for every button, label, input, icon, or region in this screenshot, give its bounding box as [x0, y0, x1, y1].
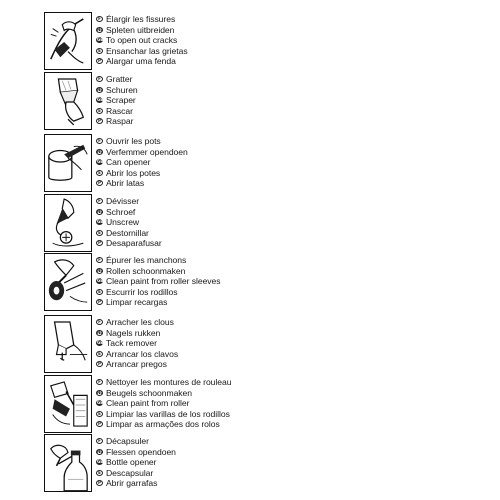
- flag-fr-icon: F: [96, 257, 103, 263]
- label-gb: GB To open out cracks: [97, 35, 178, 46]
- flag-gb-icon: GB: [97, 219, 104, 225]
- flag-es-icon: E: [96, 230, 103, 236]
- flag-es-icon: E: [96, 48, 103, 54]
- label-pt: P Alargar uma fenda: [96, 56, 311, 67]
- tack-remover-icon: [44, 315, 92, 373]
- label-es: E Descapsular: [96, 468, 311, 479]
- flag-nl-icon: NL: [97, 86, 103, 92]
- tool-function-row-can-opener: [44, 134, 304, 196]
- flag-pt-icon: P: [96, 240, 103, 246]
- label-gb: GB Unscrew: [97, 217, 140, 228]
- label-nl: NL Beugels schoonmaken: [97, 387, 192, 398]
- label-nl: NL Rollen schoonmaken: [97, 265, 186, 276]
- label-fr: F Arracher les clous: [96, 317, 311, 328]
- label-nl: NL Schuren: [97, 84, 138, 95]
- flag-gb-icon: GB: [97, 37, 104, 43]
- label-es: E Arrancar los clavos: [96, 349, 311, 360]
- flag-es-icon: E: [96, 470, 103, 476]
- label-es: E Destornillar: [96, 228, 311, 239]
- roller-cleaner-icon: [44, 253, 92, 311]
- tool-function-row-tack-remover: [44, 315, 304, 377]
- tool-function-row-widen-cracks: [44, 12, 304, 74]
- scraper-icon: [44, 72, 92, 130]
- label-fr: F Décapsuler: [96, 436, 311, 447]
- flag-es-icon: E: [96, 289, 103, 295]
- tool-function-row-clean-roller-sleeves: [44, 253, 304, 315]
- flag-gb-icon: GB: [97, 97, 104, 103]
- label-es: E Abrir los potes: [96, 168, 311, 179]
- flag-gb-icon: GB: [97, 340, 104, 346]
- label-nl: NL Spleten uitbreiden: [97, 24, 175, 35]
- label-fr: F Nettoyer les montures de rouleau: [96, 377, 311, 388]
- flag-pt-icon: P: [96, 118, 103, 124]
- label-gb: GB Bottle opener: [97, 457, 157, 468]
- label-pt: P Abrir latas: [96, 178, 311, 189]
- label-fr: F Dévisser: [96, 196, 311, 207]
- flag-pt-icon: P: [96, 58, 103, 64]
- flag-nl-icon: NL: [97, 448, 103, 454]
- tool-function-row-scraper: [44, 72, 304, 134]
- flag-gb-icon: GB: [97, 159, 104, 165]
- label-nl: NL Flessen opendoen: [97, 446, 176, 457]
- tool-function-row-clean-roller-frame: [44, 375, 304, 437]
- label-fr: F Élargir les fissures: [96, 14, 311, 25]
- flag-fr-icon: F: [96, 319, 103, 325]
- flag-es-icon: E: [96, 170, 103, 176]
- flag-pt-icon: P: [96, 180, 103, 186]
- label-nl: NL Nagels rukken: [97, 327, 161, 338]
- flag-nl-icon: NL: [97, 267, 103, 273]
- label-pt: P Arrancar pregos: [96, 359, 311, 370]
- bottle-opener-icon: [44, 434, 92, 492]
- label-pt: P Limpar recargas: [96, 297, 311, 308]
- flag-fr-icon: F: [96, 16, 103, 22]
- flag-fr-icon: F: [96, 379, 103, 385]
- flag-nl-icon: NL: [97, 148, 103, 154]
- label-pt: P Limpar as armações dos rolos: [96, 419, 311, 430]
- flag-fr-icon: F: [96, 76, 103, 82]
- widening-tool-icon: [44, 12, 92, 70]
- label-nl: NL Schroef: [97, 206, 136, 217]
- flag-fr-icon: F: [96, 138, 103, 144]
- label-gb: GB Tack remover: [97, 338, 157, 349]
- label-pt: P Raspar: [96, 116, 311, 127]
- flag-es-icon: E: [96, 351, 103, 357]
- label-nl: NL Verfemmer opendoen: [97, 146, 188, 157]
- flag-nl-icon: NL: [97, 329, 103, 335]
- roller-frame-cleaner-icon: [44, 375, 92, 433]
- label-fr: F Épurer les manchons: [96, 255, 311, 266]
- flag-pt-icon: P: [96, 299, 103, 305]
- flag-pt-icon: P: [96, 361, 103, 367]
- tool-function-row-unscrew: [44, 194, 304, 256]
- label-fr: F Gratter: [96, 74, 311, 85]
- flag-es-icon: E: [96, 108, 103, 114]
- can-opener-icon: [44, 134, 92, 192]
- label-gb: GB Clean paint from roller sleeves: [97, 276, 221, 287]
- flag-nl-icon: NL: [97, 26, 103, 32]
- flag-nl-icon: NL: [97, 389, 103, 395]
- label-pt: P Desaparafusar: [96, 238, 311, 249]
- flag-es-icon: E: [96, 411, 103, 417]
- flag-pt-icon: P: [96, 421, 103, 427]
- label-es: E Limpiar las varillas de los rodillos: [96, 409, 311, 420]
- label-gb: GB Clean paint from roller: [97, 398, 190, 409]
- label-es: E Ensanchar las grietas: [96, 46, 311, 57]
- label-es: E Rascar: [96, 106, 311, 117]
- flag-gb-icon: GB: [97, 278, 104, 284]
- flag-fr-icon: F: [96, 198, 103, 204]
- label-fr: F Ouvrir les pots: [96, 136, 311, 147]
- label-gb: GB Scraper: [97, 95, 136, 106]
- label-es: E Escurrir los rodillos: [96, 287, 311, 298]
- label-pt: P Abrir garrafas: [96, 478, 311, 489]
- label-gb: GB Can opener: [97, 157, 151, 168]
- flag-pt-icon: P: [96, 480, 103, 486]
- flag-fr-icon: F: [96, 438, 103, 444]
- flag-gb-icon: GB: [97, 459, 104, 465]
- screwdriver-icon: [44, 194, 92, 252]
- flag-gb-icon: GB: [97, 400, 104, 406]
- tool-function-row-bottle-opener: [44, 434, 304, 496]
- flag-nl-icon: NL: [97, 208, 103, 214]
